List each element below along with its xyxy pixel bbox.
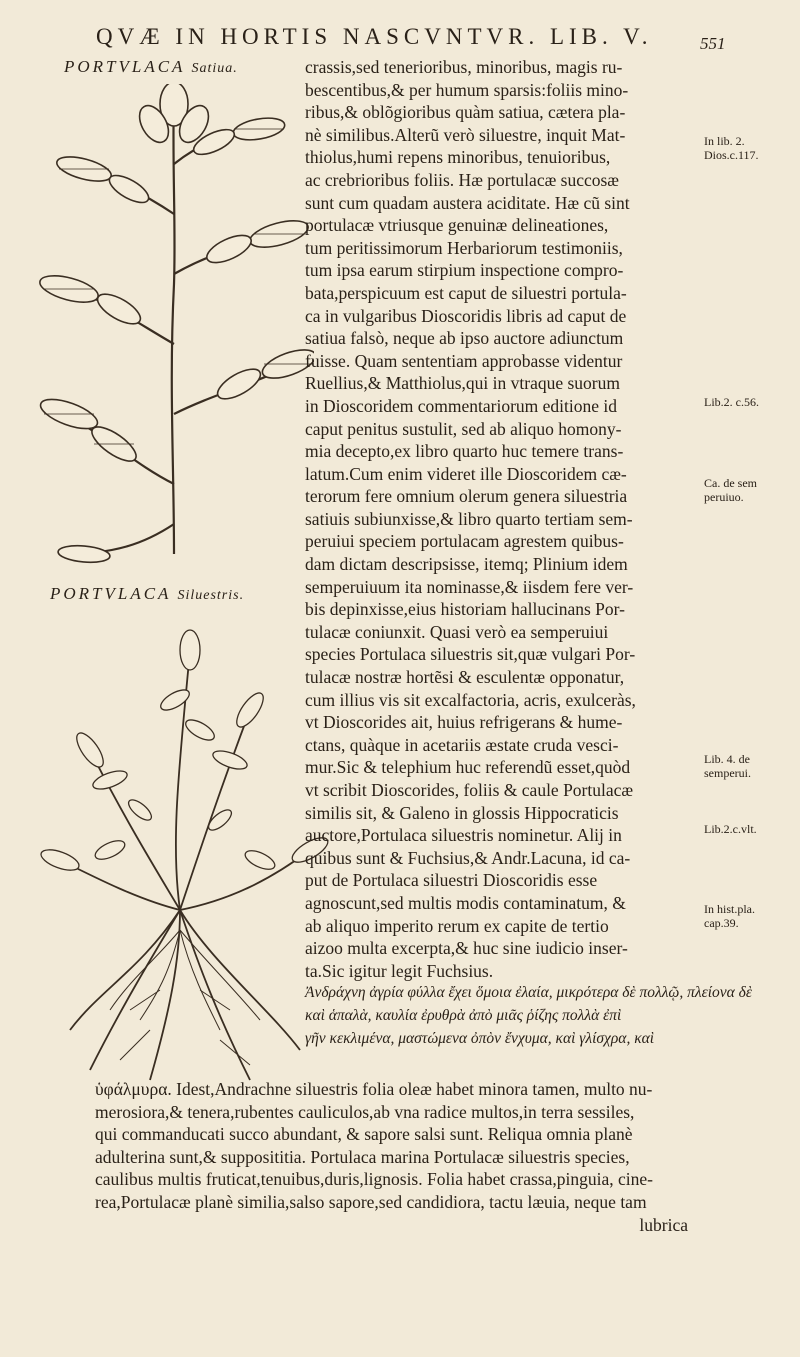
caption-main: PORTVLACA (64, 57, 186, 76)
running-title: QVÆ IN HORTIS NASCVNTVR. LIB. V. (96, 24, 653, 49)
text-line: rea,Portulacæ planè similia,salso sapore,sed candidiora, tactu læuia, neque tam (95, 1191, 647, 1212)
text-line: aizoo multa excerpta,& huc sine iudicio inser- (305, 938, 628, 959)
margin-note-line: Ca. de sem (704, 476, 757, 490)
caption-main: PORTVLACA (50, 584, 172, 603)
text-line: similis sit, & Galeno in glossis Hippocraticis (305, 802, 619, 823)
text-line: auctore,Portulaca siluestris nominetur. Alij in (305, 825, 622, 846)
text-line: tum ipsa earum stirpium inspectione compro- (305, 260, 624, 281)
text-line: bata,perspicuum est caput de siluestri portula- (305, 282, 627, 303)
text-line: agnoscunt,sed multis modis contaminatum, & (305, 892, 626, 913)
margin-note (704, 476, 796, 504)
catchword: lubrica (639, 1214, 688, 1235)
margin-note-line: Dios.c.117. (704, 148, 759, 162)
text-line: ctans, quàque in acetariis æstate cruda vesci- (305, 734, 619, 755)
text-line: terorum fere omnium olerum genera siluestria (305, 486, 628, 507)
text-line: cum illius vis sit excalfactoria, acris, exulceràs, (305, 689, 636, 710)
margin-note (704, 902, 796, 930)
text-line: thiolus,humi repens minoribus, tenuioribus, (305, 147, 611, 168)
page-number: 551 (700, 34, 726, 53)
margin-note-line: peruiuo. (704, 490, 744, 504)
greek-text-line: καὶ ἁπαλὰ, καυλία ἐρυθρὰ ἀπὸ μιᾶς ῥίζης πολλὰ ἐπὶ (305, 1006, 622, 1024)
text-line: bescentibus,& per humum sparsis:foliis mino- (305, 79, 629, 100)
text-line: adulterina sunt,& supposititia. Portulaca marina Portulacæ siluestris species, (95, 1146, 630, 1167)
text-line: bis depinxisse,eius historiam hallucinans Por- (305, 599, 625, 620)
text-line: vt scribit Dioscorides, foliis & caule Portulacæ (305, 780, 634, 800)
text-line: portulacæ vtriusque genuinæ delineationes, (305, 215, 609, 236)
text-line: nè similibus.Alterũ verò siluestre, inquit Mat- (305, 124, 626, 145)
text-line: peruiui speciem portulacam agrestem quibus- (305, 531, 624, 552)
text-line: merosiora,& tenera,rubentes cauliculos,ab vna radice multos,in terra sessiles, (95, 1101, 635, 1122)
margin-note-line: In lib. 2. (704, 134, 745, 148)
text-line: ac crebrioribus foliis. Hæ portulacæ succosæ (305, 169, 619, 190)
text-line: ta.Sic igitur legit Fuchsius. (305, 960, 494, 981)
greek-text-line: Ἀνδράχνη ἀγρία φύλλα ἔχει ὅμοια ἐλαία, μικρότερα δὲ πολλῷ, πλείονα δὲ (305, 984, 752, 1002)
text-line: dam dictam descripsisse, itemq; Plinium idem (305, 554, 628, 575)
text-line: ca in vulgaribus Dioscoridis libris ad caput de (305, 305, 627, 326)
margin-note-line: Lib. 4. de (704, 752, 750, 766)
caption-sub: Satiua. (191, 61, 238, 76)
text-line: caulibus multis fruticat,tenuibus,duris,lignosis. Folia habet crassa,pinguia, cine- (95, 1169, 653, 1190)
text-line: semperuiuum ita nominasse,& iisdem fere ver- (305, 576, 634, 597)
text-line: Ruellius,& Matthiolus,qui in vtraque suorum (305, 373, 620, 394)
margin-note-line: In hist.pla. (704, 902, 755, 916)
margin-note (704, 752, 796, 780)
text-line: satiuis subiunxisse,& libro quarto tertiam sem- (305, 508, 633, 529)
text-line: latum.Cum enim videret ille Dioscoridem cæ- (305, 463, 627, 484)
text-line: satiua falsò, neque ab ipso auctore adiunctum (305, 328, 624, 349)
margin-note (704, 134, 796, 162)
text-line: put de Portulaca siluestri Dioscoridis esse (305, 870, 598, 891)
purslane-cultivated-illustration (24, 84, 314, 564)
text-line: ribus,& oblõgioribus quàm satiua, cætera pla- (305, 102, 626, 123)
text-line: tulacæ coniunxit. Quasi verò ea semperuiui (305, 621, 609, 642)
text-line: mia decepto,ex libro quarto huc temere trans- (305, 441, 624, 462)
greek-text-line: γῆν κεκλιμένα, μαστώμενα ὀπὸν ἔνχυμα, καὶ γλίσχρα, καὶ (305, 1029, 655, 1047)
text-line: in Dioscoridem commentariorum editione id (305, 395, 618, 416)
text-line: quibus sunt & Fuchsius,& Andr.Lacuna, id ca- (305, 847, 631, 868)
margin-note-line: semperui. (704, 766, 751, 780)
text-line: qui commanducati succo abundant, & sapore salsi sunt. Reliqua omnia planè (95, 1124, 633, 1145)
figure-caption-siluestris (50, 584, 244, 604)
text-line: fuisse. Quam sententiam approbasse videntur (305, 350, 623, 371)
text-line: vt Dioscorides ait, huius refrigerans & hume- (305, 712, 623, 733)
text-line: tulacæ nostræ hortẽsi & esculentæ opponatur, (305, 667, 625, 688)
figure-caption-satiua (64, 57, 238, 77)
text-line: ab aliquo imperito rerum ex capite de tertio (305, 915, 609, 936)
text-line: tum peritissimorum Herbariorum testimoniis, (305, 237, 623, 258)
text-line: species Portulaca siluestris sit,quæ vulgari Por- (305, 644, 636, 665)
text-line: caput penitus sustulit, sed ab aliquo homony- (305, 418, 622, 439)
text-line: crassis,sed tenerioribus, minoribus, magis ru- (305, 57, 623, 77)
text-line: mur.Sic & telephium huc referendũ esset,quòd (305, 757, 631, 778)
text-line: ὑφάλμυρα. Idest,Andrachne siluestris folia oleæ habet minora tamen, multo nu- (95, 1079, 653, 1099)
margin-note-line: Lib.2.c.vlt. (704, 822, 757, 836)
text-line: sunt cum quadam austera aciditate. Hæ cũ sint (305, 192, 630, 213)
margin-note-line: Lib.2. c.56. (704, 395, 759, 409)
margin-note (704, 822, 796, 836)
purslane-wild-illustration (30, 610, 330, 1090)
margin-note (704, 395, 796, 409)
margin-note-line: cap.39. (704, 916, 739, 930)
caption-sub: Siluestris. (177, 588, 245, 603)
text-block-full-width (95, 1078, 700, 1236)
